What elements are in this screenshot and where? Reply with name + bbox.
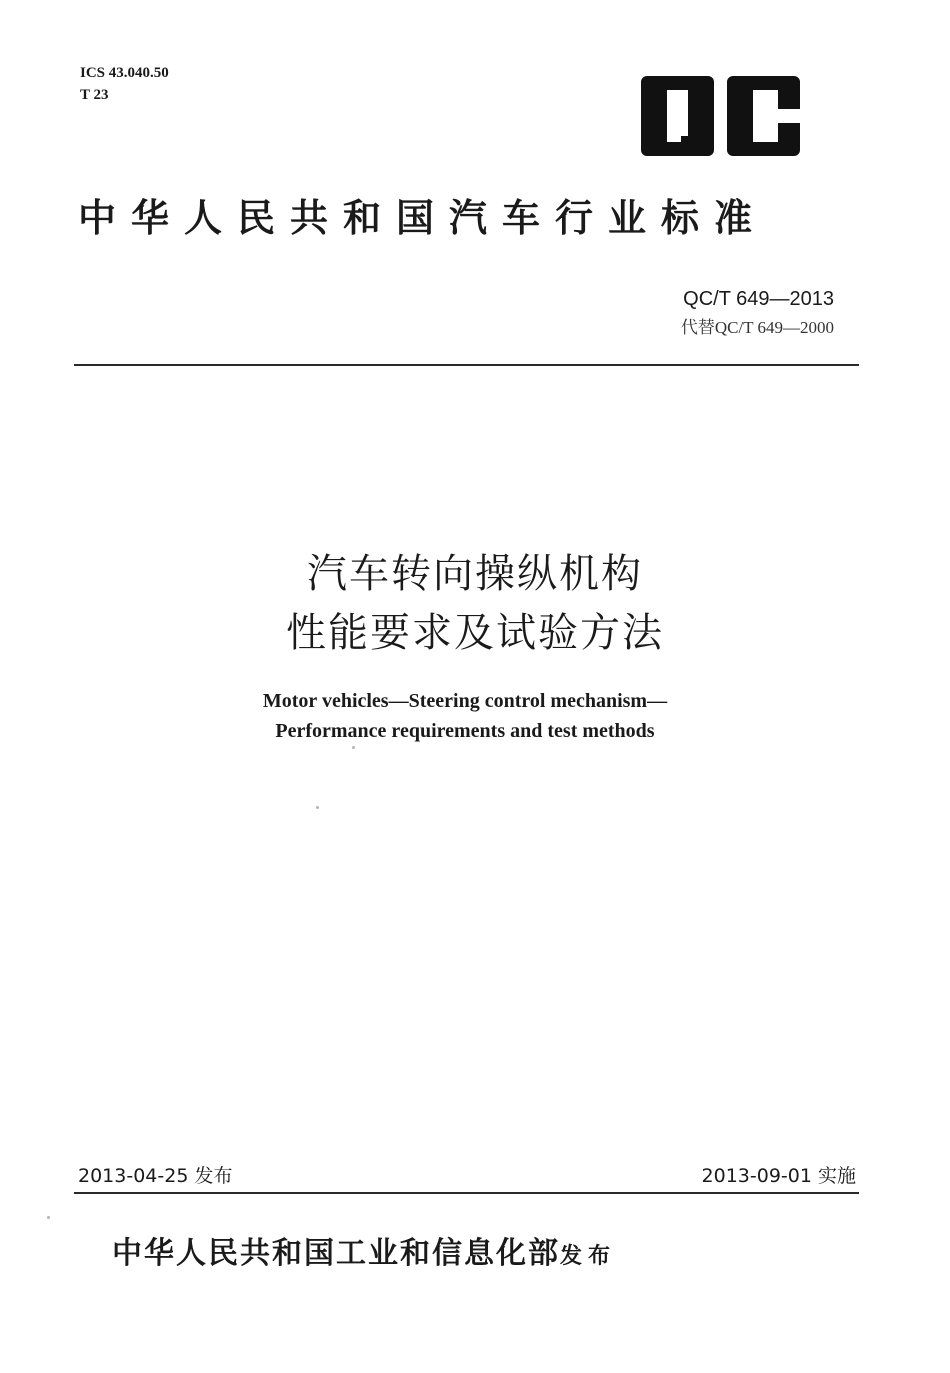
qc-logo — [641, 76, 800, 156]
en-title-line-1: Motor vehicles—Steering control mechanism— — [262, 690, 668, 712]
cn-title-line-2: 性能要求及试验方法 — [286, 610, 664, 656]
standard-number: QC/T 649—2013 — [683, 288, 834, 310]
en-title-line-2: Performance requirements and test methods — [275, 720, 655, 742]
classification-code: T 23 — [80, 87, 109, 103]
issuer-name: 中华人民共和国工业和信息化部 — [112, 1236, 560, 1271]
header-divider — [74, 364, 859, 366]
ics-code: ICS 43.040.50 — [80, 65, 169, 81]
implementation-date: 2013-09-01 实施 — [701, 1165, 856, 1187]
issue-date: 2013-04-25 发布 — [78, 1165, 233, 1187]
classification-codes — [80, 62, 169, 106]
org-title: 中华人民共和国汽车行业标准 — [78, 196, 768, 240]
issuing-authority — [112, 1233, 616, 1278]
cn-title-line-1: 汽车转向操纵机构 — [307, 551, 643, 597]
scan-speck — [47, 1216, 50, 1219]
replaces-standard: 代替QC/T 649—2000 — [680, 318, 834, 337]
issuer-suffix: 发布 — [560, 1244, 617, 1269]
scan-speck — [316, 806, 319, 809]
scan-speck — [352, 746, 355, 749]
footer-divider — [74, 1192, 859, 1194]
